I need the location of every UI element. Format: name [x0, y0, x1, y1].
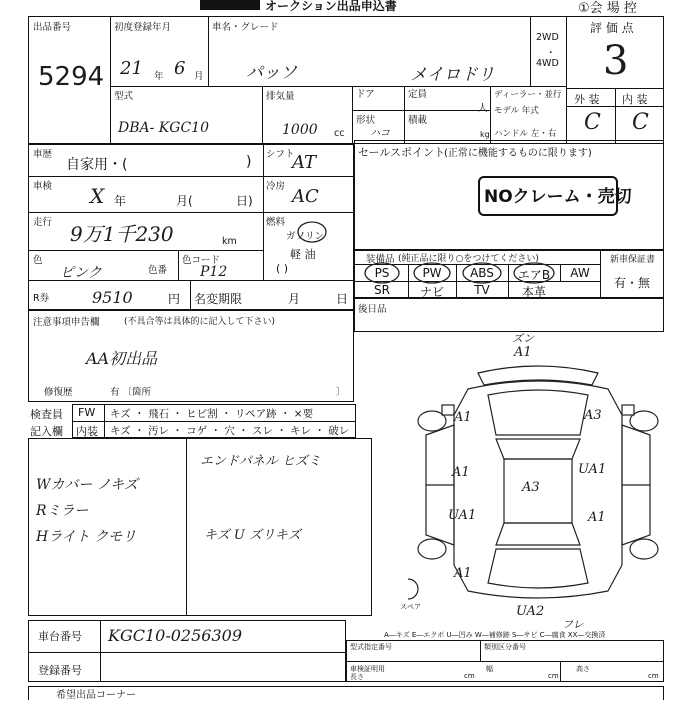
equipment-hint: (純正品に限り○をつけてください) — [398, 254, 539, 264]
repair-close: 〕 — [336, 387, 346, 398]
spec-unit-3: cm — [648, 672, 659, 680]
first-reg-year: 21 — [120, 58, 143, 79]
handnote-right1: エンドパネル ヒズミ — [200, 454, 321, 469]
lot-number: 5294 — [38, 62, 105, 92]
history-value: 自家用・( — [66, 157, 128, 173]
car-name-label: 車名・グレード — [212, 22, 279, 33]
model-year-label: モデル 年式 — [494, 106, 539, 116]
fuel-gasoline: ガソリン — [286, 231, 325, 242]
exterior-value: C — [584, 110, 601, 135]
mark-center: A3 — [522, 480, 540, 495]
checker-fw: FW — [78, 406, 96, 419]
inspection-year: 年 — [114, 194, 127, 208]
equipment-circle-marks — [360, 262, 620, 286]
sales-point-hint: (正常に機能するものに限ります) — [444, 148, 592, 159]
spec-model-number: 型式指定番号 — [350, 643, 392, 651]
spec-length: 長さ — [350, 673, 364, 681]
color-code-label: 色番 — [148, 265, 168, 276]
history-close: ) — [246, 154, 252, 170]
equipment-label: 装備品 — [366, 254, 395, 265]
repair-label: 修復歴 — [44, 387, 73, 398]
equip-ps: PS — [374, 266, 390, 280]
handnote-line1: Wカバー ノキズ — [36, 477, 138, 493]
damage-legend: A―キズ E―エクボ U―凹み W―補修跡 S―サビ C―腐食 XX―交換済 — [384, 631, 606, 639]
first-reg-month: 6 — [174, 58, 186, 79]
spec-unit-2: cm — [548, 672, 559, 680]
equip-aw: AW — [570, 266, 590, 280]
rear-seat-frame — [354, 298, 664, 332]
inspection-month: 月( — [176, 194, 193, 208]
rear-seat-label: 後日品 — [358, 304, 387, 315]
checker-fw-items: キズ ・ 飛石 ・ ヒビ割 ・ リペア跡 ・ ×要 — [110, 408, 314, 420]
color-value: ピンク — [60, 265, 102, 281]
equip-tv: TV — [474, 283, 490, 297]
drive-4wd: 4WD — [536, 58, 559, 69]
equip-airbag: エアB — [517, 268, 551, 282]
footer-label: 希望出品コーナー — [56, 690, 136, 701]
mark-front-right: A3 — [584, 408, 602, 423]
score-value: 3 — [603, 38, 629, 84]
warranty-value: 有・無 — [614, 276, 651, 290]
aircon-value: AC — [292, 186, 319, 207]
notes-hint: (不具合等は具体的に記入して下さい) — [124, 317, 276, 327]
mark-mid-left: A1 — [452, 465, 470, 480]
mark-rear-note: フレ — [562, 618, 584, 631]
sales-point-label: セールスポイント — [358, 146, 446, 159]
color-code-value: P12 — [200, 264, 228, 280]
interior-label: 内 装 — [622, 93, 648, 106]
load-label: 積載 — [408, 115, 428, 126]
chassis-value: KGC10-0256309 — [108, 626, 242, 645]
handnote-right2: キズ U ズリキズ — [204, 528, 301, 543]
car-name-value: パッソ — [246, 63, 297, 83]
colorcode-label: 色コード — [182, 255, 221, 266]
fuel-diesel: 軽 油 — [290, 248, 316, 261]
load-unit: kg — [480, 130, 490, 139]
equip-leather: 本革 — [521, 285, 546, 299]
displacement-label: 排気量 — [266, 91, 295, 102]
checker-interior: 内装 — [76, 425, 98, 438]
recycle-value: 9510 — [92, 288, 133, 307]
color-label: 色 — [33, 255, 43, 266]
fuel-label: 燃料 — [266, 217, 286, 228]
dealer-label: ディーラー・並行 — [494, 90, 562, 100]
mark-top: A1 — [514, 345, 532, 360]
mark-rear-left: A1 — [454, 566, 472, 581]
shape-label: 形状 — [356, 115, 376, 126]
spec-unit-1: cm — [464, 672, 475, 680]
aircon-label: 冷房 — [266, 181, 286, 192]
drive-dot: ・ — [546, 48, 556, 59]
equip-abs: ABS — [470, 266, 494, 280]
displacement-unit: cc — [334, 128, 345, 139]
mark-low-right: A1 — [588, 510, 606, 525]
name-change-month: 月 — [288, 292, 301, 306]
mark-low-left: UA1 — [448, 508, 477, 523]
mileage-label: 走行 — [33, 217, 53, 228]
mileage-unit: km — [222, 236, 237, 247]
displacement-value: 1000 — [282, 122, 318, 138]
header-logo-stripe — [200, 0, 260, 10]
inspection-day: 日) — [236, 194, 253, 208]
shift-value: AT — [292, 152, 317, 173]
fuel-paren: ( ) — [276, 262, 289, 275]
mark-front-left: A1 — [454, 410, 472, 425]
door-label: ドア — [356, 89, 375, 100]
first-reg-month-unit: 月 — [194, 71, 204, 82]
model-value: DBA- KGC10 — [118, 120, 209, 136]
mark-rear: UA2 — [516, 604, 545, 619]
recycle-unit: 円 — [168, 292, 181, 306]
interior-value: C — [632, 110, 649, 135]
drive-2wd: 2WD — [536, 32, 559, 43]
fuel-circle-mark — [294, 216, 334, 246]
handnote-line3: Hライト クモリ — [36, 529, 137, 545]
spec-width: 幅 — [486, 665, 493, 673]
handnote-line2: Rミラー — [36, 503, 89, 519]
equip-sr: SR — [374, 283, 390, 297]
repair-value: 有 〔箇所 — [110, 387, 152, 398]
name-change-day: 日 — [336, 292, 349, 306]
shape-value: ハコ — [370, 128, 390, 139]
handle-label: ハンドル 左・右 — [494, 129, 557, 139]
checker-label-2: 記入欄 — [30, 425, 63, 438]
warranty-label: 新車保証書 — [610, 255, 656, 265]
exterior-label: 外 装 — [574, 93, 600, 106]
inspection-label: 車検 — [33, 181, 53, 192]
equip-pw: PW — [422, 266, 442, 280]
score-label: 評 価 点 — [590, 21, 634, 35]
notes-value: AA初出品 — [86, 349, 158, 368]
name-change-label: 名変期限 — [194, 292, 243, 306]
mark-mid-right: UA1 — [578, 462, 607, 477]
shift-label: シフト — [266, 149, 295, 160]
spec-height: 高さ — [576, 665, 590, 673]
equip-navi: ナビ — [419, 285, 444, 299]
mileage-value: 9万1千230 — [70, 222, 174, 246]
chassis-label: 車台番号 — [38, 630, 82, 643]
history-label: 車歴 — [33, 149, 53, 160]
first-reg-label: 初度登録年月 — [114, 22, 172, 33]
car-grade-value: メイロドリ — [410, 65, 495, 85]
checker-int-items: キズ ・ 汚レ ・ コゲ ・ 穴 ・ スレ ・ キレ ・ 破レ — [110, 425, 350, 437]
lot-label: 出品番号 — [33, 22, 72, 33]
notes-label: 注意事項申告欄 — [33, 317, 100, 328]
spec-cert: 車検証明用 — [350, 665, 385, 673]
no-claim-stamp-text: NOクレーム・売切 — [484, 187, 632, 207]
inspection-value: X — [90, 184, 105, 208]
venue-copy-label: ①会 場 控 — [578, 1, 637, 16]
capacity-label: 定員 — [408, 89, 428, 100]
registration-label: 登録番号 — [38, 664, 82, 677]
recycle-label: R券 — [33, 293, 50, 304]
mark-top-note: ズン — [512, 332, 534, 345]
header-title: オークション出品申込書 — [265, 0, 397, 13]
model-label: 型式 — [114, 91, 134, 102]
capacity-unit: 人 — [478, 103, 488, 114]
mark-spare: スペア — [400, 603, 421, 611]
checker-label-1: 検査員 — [30, 408, 63, 421]
spec-class-number: 類別区分番号 — [484, 643, 526, 651]
first-reg-year-unit: 年 — [154, 71, 164, 82]
